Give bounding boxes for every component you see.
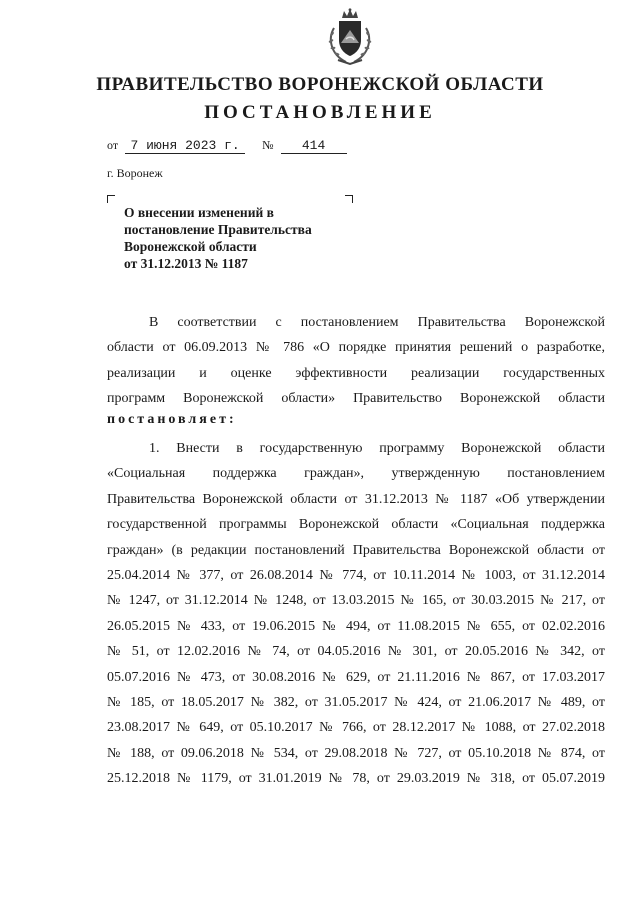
item-line: граждан» (в редакции постановлений Правительства Воронежской области от [107,542,605,558]
document-subject [124,204,364,272]
item-1-paragraph [107,436,605,791]
preamble-line: реализации и оценке эффективности реализации государственных [107,365,605,381]
document-type-title: ПОСТАНОВЛЕНИЕ [204,102,436,123]
item-line: 05.07.2016 № 473, от 30.08.2016 № 629, от 21.11.2016 № 867, от 17.03.2017 [107,669,605,685]
item-line: 23.08.2017 № 649, от 05.10.2017 № 766, от 28.12.2017 № 1088, от 27.02.2018 [107,720,605,736]
coat-of-arms-emblem-icon [324,8,376,66]
subject-line: постановление Правительства [124,222,312,237]
subject-bracket-left [107,195,115,203]
government-title: ПРАВИТЕЛЬСТВО ВОРОНЕЖСКОЙ ОБЛАСТИ [96,74,544,95]
subject-line: от 31.12.2013 № 1187 [124,256,248,271]
date-prefix: от [107,138,119,152]
item-line: 26.05.2015 № 433, от 19.06.2015 № 494, от 11.08.2015 № 655, от 02.02.2016 [107,618,605,634]
item-line: № 51, от 12.02.2016 № 74, от 04.05.2016 № 301, от 20.05.2016 № 342, от [107,644,605,660]
item-line: № 188, от 09.06.2018 № 534, от 29.08.2018 № 727, от 05.10.2018 № 874, от [107,745,605,761]
item-line: 1. Внести в государственную программу Воронежской области [149,441,605,456]
number-prefix: № [262,138,274,152]
document-number: 414 [281,138,347,154]
document-date-number-row [107,138,347,154]
preamble-line: программ Воронежской области» Правительство Воронежской области [107,391,605,407]
item-line: 25.12.2018 № 1179, от 31.01.2019 № 78, от 29.03.2019 № 318, от 05.07.2019 [107,771,605,787]
preamble-paragraph [107,310,605,412]
item-line: № 1247, от 31.12.2014 № 1248, от 13.03.2015 № 165, от 30.03.2015 № 217, от [107,593,605,609]
item-line: 25.04.2014 № 377, от 26.08.2014 № 774, от 10.11.2014 № 1003, от 31.12.2014 [107,567,605,583]
city-label: г. Воронеж [107,166,163,180]
item-line: государственной программы Воронежской области «Социальная поддержка [107,517,605,533]
preamble-line: В соответствии с постановлением Правительства Воронежской [149,315,605,330]
subject-bracket-right [345,195,353,203]
subject-line: О внесении изменений в [124,205,274,220]
document-date: 7 июня 2023 г. [125,138,245,154]
item-line: «Социальная поддержка граждан», утвержденную постановлением [107,466,605,482]
resolves-word: постановляет: [107,412,237,427]
item-line: Правительства Воронежской области от 31.12.2013 № 1187 «Об утверждении [107,491,605,507]
item-line: № 185, от 18.05.2017 № 382, от 31.05.2017 № 424, от 21.06.2017 № 489, от [107,694,605,710]
subject-line: Воронежской области [124,239,257,254]
preamble-line: области от 06.09.2013 № 786 «О порядке принятия решений о разработке, [107,340,605,356]
